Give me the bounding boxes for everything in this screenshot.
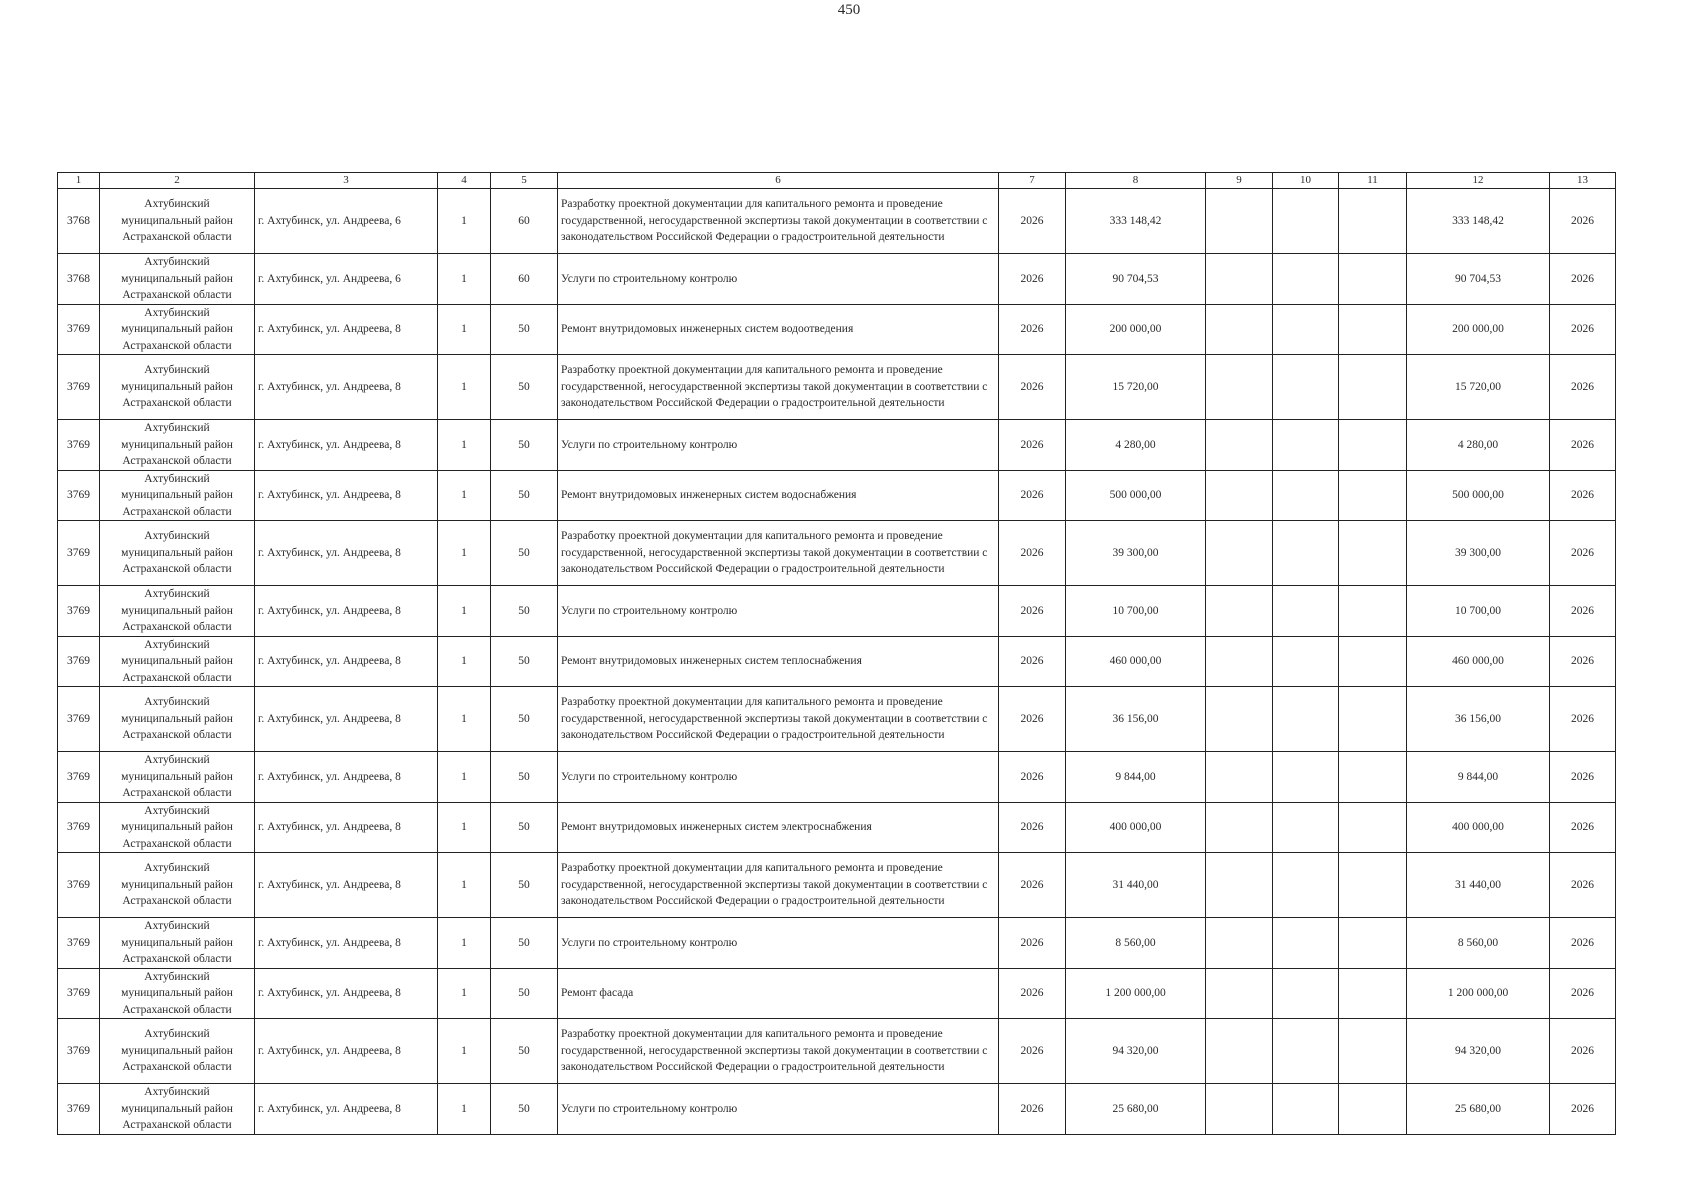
col11-cell — [1339, 470, 1407, 521]
column-header-1: 1 — [58, 173, 100, 189]
year-cell: 2026 — [999, 254, 1066, 305]
year-cell: 2026 — [999, 586, 1066, 637]
col9-cell — [1206, 802, 1273, 853]
address-cell: г. Ахтубинск, ул. Андреева, 8 — [255, 586, 438, 637]
end-year-cell: 2026 — [1550, 189, 1616, 254]
column-header-2: 2 — [100, 173, 255, 189]
row-id-cell: 3769 — [58, 687, 100, 752]
district-cell: Ахтубинский муниципальный район Астраханской области — [100, 752, 255, 803]
district-cell: Ахтубинский муниципальный район Астраханской области — [100, 355, 255, 420]
total-cell: 500 000,00 — [1407, 470, 1550, 521]
district-cell: Ахтубинский муниципальный район Астраханской области — [100, 1019, 255, 1084]
work-type-cell: Ремонт фасада — [558, 968, 999, 1019]
capital-repair-table — [57, 172, 1616, 1135]
col10-cell — [1273, 189, 1339, 254]
total-cell: 15 720,00 — [1407, 355, 1550, 420]
total-cell: 200 000,00 — [1407, 304, 1550, 355]
district-cell: Ахтубинский муниципальный район Астраханской области — [100, 687, 255, 752]
total-cell: 31 440,00 — [1407, 853, 1550, 918]
col10-cell — [1273, 636, 1339, 687]
work-type-cell: Ремонт внутридомовых инженерных систем водоснабжения — [558, 470, 999, 521]
year-cell: 2026 — [999, 802, 1066, 853]
address-cell: г. Ахтубинск, ул. Андреева, 8 — [255, 1019, 438, 1084]
row-id-cell: 3768 — [58, 254, 100, 305]
column-header-4: 4 — [438, 173, 491, 189]
address-cell: г. Ахтубинск, ул. Андреева, 6 — [255, 254, 438, 305]
col11-cell — [1339, 687, 1407, 752]
district-cell: Ахтубинский муниципальный район Астраханской области — [100, 636, 255, 687]
col9-cell — [1206, 304, 1273, 355]
address-cell: г. Ахтубинск, ул. Андреева, 8 — [255, 968, 438, 1019]
end-year-cell: 2026 — [1550, 968, 1616, 1019]
row-id-cell: 3769 — [58, 586, 100, 637]
col4-cell: 1 — [438, 1084, 491, 1135]
col4-cell: 1 — [438, 470, 491, 521]
col10-cell — [1273, 521, 1339, 586]
col9-cell — [1206, 521, 1273, 586]
col10-cell — [1273, 355, 1339, 420]
address-cell: г. Ахтубинск, ул. Андреева, 8 — [255, 918, 438, 969]
work-type-cell: Разработку проектной документации для капитального ремонта и проведение государственной, негосударственной экспертизы такой документации в соответствии с законодательством Российской Федерации о градостроительной деятельности — [558, 521, 999, 586]
work-type-cell: Услуги по строительному контролю — [558, 420, 999, 471]
district-cell: Ахтубинский муниципальный район Астраханской области — [100, 304, 255, 355]
total-cell: 39 300,00 — [1407, 521, 1550, 586]
table-row — [58, 189, 1616, 254]
address-cell: г. Ахтубинск, ул. Андреева, 8 — [255, 802, 438, 853]
district-cell: Ахтубинский муниципальный район Астраханской области — [100, 521, 255, 586]
end-year-cell: 2026 — [1550, 687, 1616, 752]
end-year-cell: 2026 — [1550, 802, 1616, 853]
col11-cell — [1339, 521, 1407, 586]
amount-cell: 8 560,00 — [1066, 918, 1206, 969]
end-year-cell: 2026 — [1550, 470, 1616, 521]
amount-cell: 9 844,00 — [1066, 752, 1206, 803]
table-row — [58, 853, 1616, 918]
col5-cell: 50 — [491, 304, 558, 355]
amount-cell: 94 320,00 — [1066, 1019, 1206, 1084]
row-id-cell: 3769 — [58, 420, 100, 471]
year-cell: 2026 — [999, 521, 1066, 586]
col11-cell — [1339, 254, 1407, 305]
col4-cell: 1 — [438, 355, 491, 420]
address-cell: г. Ахтубинск, ул. Андреева, 6 — [255, 189, 438, 254]
year-cell: 2026 — [999, 1084, 1066, 1135]
row-id-cell: 3769 — [58, 521, 100, 586]
address-cell: г. Ахтубинск, ул. Андреева, 8 — [255, 636, 438, 687]
row-id-cell: 3769 — [58, 968, 100, 1019]
col5-cell: 50 — [491, 1019, 558, 1084]
col11-cell — [1339, 1019, 1407, 1084]
col9-cell — [1206, 1084, 1273, 1135]
end-year-cell: 2026 — [1550, 752, 1616, 803]
col5-cell: 50 — [491, 687, 558, 752]
year-cell: 2026 — [999, 304, 1066, 355]
total-cell: 8 560,00 — [1407, 918, 1550, 969]
total-cell: 333 148,42 — [1407, 189, 1550, 254]
col11-cell — [1339, 752, 1407, 803]
col4-cell: 1 — [438, 918, 491, 969]
col11-cell — [1339, 586, 1407, 637]
total-cell: 94 320,00 — [1407, 1019, 1550, 1084]
col11-cell — [1339, 853, 1407, 918]
year-cell: 2026 — [999, 918, 1066, 969]
work-type-cell: Услуги по строительному контролю — [558, 1084, 999, 1135]
amount-cell: 333 148,42 — [1066, 189, 1206, 254]
table-row — [58, 586, 1616, 637]
work-type-cell: Ремонт внутридомовых инженерных систем теплоснабжения — [558, 636, 999, 687]
table-row — [58, 521, 1616, 586]
col4-cell: 1 — [438, 420, 491, 471]
year-cell: 2026 — [999, 853, 1066, 918]
table-row — [58, 355, 1616, 420]
amount-cell: 500 000,00 — [1066, 470, 1206, 521]
address-cell: г. Ахтубинск, ул. Андреева, 8 — [255, 687, 438, 752]
table-row — [58, 1019, 1616, 1084]
col5-cell: 50 — [491, 420, 558, 471]
district-cell: Ахтубинский муниципальный район Астраханской области — [100, 802, 255, 853]
table-row — [58, 420, 1616, 471]
year-cell: 2026 — [999, 189, 1066, 254]
address-cell: г. Ахтубинск, ул. Андреева, 8 — [255, 521, 438, 586]
col4-cell: 1 — [438, 304, 491, 355]
year-cell: 2026 — [999, 752, 1066, 803]
work-type-cell: Ремонт внутридомовых инженерных систем водоотведения — [558, 304, 999, 355]
end-year-cell: 2026 — [1550, 420, 1616, 471]
amount-cell: 460 000,00 — [1066, 636, 1206, 687]
row-id-cell: 3769 — [58, 304, 100, 355]
amount-cell: 400 000,00 — [1066, 802, 1206, 853]
col10-cell — [1273, 968, 1339, 1019]
col5-cell: 50 — [491, 752, 558, 803]
year-cell: 2026 — [999, 470, 1066, 521]
address-cell: г. Ахтубинск, ул. Андреева, 8 — [255, 470, 438, 521]
table-row — [58, 968, 1616, 1019]
column-header-11: 11 — [1339, 173, 1407, 189]
column-header-12: 12 — [1407, 173, 1550, 189]
col4-cell: 1 — [438, 687, 491, 752]
work-type-cell: Разработку проектной документации для капитального ремонта и проведение государственной, негосударственной экспертизы такой документации в соответствии с законодательством Российской Федерации о градостроительной деятельности — [558, 189, 999, 254]
year-cell: 2026 — [999, 1019, 1066, 1084]
work-type-cell: Услуги по строительному контролю — [558, 752, 999, 803]
col10-cell — [1273, 802, 1339, 853]
end-year-cell: 2026 — [1550, 918, 1616, 969]
col4-cell: 1 — [438, 189, 491, 254]
total-cell: 10 700,00 — [1407, 586, 1550, 637]
row-id-cell: 3768 — [58, 189, 100, 254]
col9-cell — [1206, 752, 1273, 803]
column-header-9: 9 — [1206, 173, 1273, 189]
total-cell: 36 156,00 — [1407, 687, 1550, 752]
end-year-cell: 2026 — [1550, 636, 1616, 687]
column-header-8: 8 — [1066, 173, 1206, 189]
total-cell: 90 704,53 — [1407, 254, 1550, 305]
col10-cell — [1273, 304, 1339, 355]
district-cell: Ахтубинский муниципальный район Астраханской области — [100, 254, 255, 305]
col5-cell: 50 — [491, 968, 558, 1019]
col9-cell — [1206, 687, 1273, 752]
col11-cell — [1339, 918, 1407, 969]
row-id-cell: 3769 — [58, 918, 100, 969]
table-row — [58, 1084, 1616, 1135]
total-cell: 460 000,00 — [1407, 636, 1550, 687]
col9-cell — [1206, 968, 1273, 1019]
col11-cell — [1339, 968, 1407, 1019]
col5-cell: 50 — [491, 470, 558, 521]
amount-cell: 10 700,00 — [1066, 586, 1206, 637]
col9-cell — [1206, 189, 1273, 254]
table-row — [58, 636, 1616, 687]
end-year-cell: 2026 — [1550, 586, 1616, 637]
col11-cell — [1339, 802, 1407, 853]
col11-cell — [1339, 189, 1407, 254]
district-cell: Ахтубинский муниципальный район Астраханской области — [100, 1084, 255, 1135]
total-cell: 25 680,00 — [1407, 1084, 1550, 1135]
col10-cell — [1273, 1084, 1339, 1135]
district-cell: Ахтубинский муниципальный район Астраханской области — [100, 586, 255, 637]
col10-cell — [1273, 853, 1339, 918]
col9-cell — [1206, 355, 1273, 420]
col5-cell: 50 — [491, 802, 558, 853]
table-body — [58, 189, 1616, 1135]
total-cell: 4 280,00 — [1407, 420, 1550, 471]
col11-cell — [1339, 636, 1407, 687]
table-row — [58, 918, 1616, 969]
col5-cell: 50 — [491, 586, 558, 637]
table-row — [58, 470, 1616, 521]
col4-cell: 1 — [438, 752, 491, 803]
col5-cell: 50 — [491, 521, 558, 586]
district-cell: Ахтубинский муниципальный район Астраханской области — [100, 470, 255, 521]
col9-cell — [1206, 853, 1273, 918]
col9-cell — [1206, 586, 1273, 637]
work-type-cell: Услуги по строительному контролю — [558, 918, 999, 969]
district-cell: Ахтубинский муниципальный район Астраханской области — [100, 853, 255, 918]
total-cell: 9 844,00 — [1407, 752, 1550, 803]
amount-cell: 15 720,00 — [1066, 355, 1206, 420]
col9-cell — [1206, 636, 1273, 687]
column-header-5: 5 — [491, 173, 558, 189]
work-type-cell: Разработку проектной документации для капитального ремонта и проведение государственной, негосударственной экспертизы такой документации в соответствии с законодательством Российской Федерации о градостроительной деятельности — [558, 687, 999, 752]
end-year-cell: 2026 — [1550, 304, 1616, 355]
work-type-cell: Услуги по строительному контролю — [558, 254, 999, 305]
col5-cell: 50 — [491, 355, 558, 420]
address-cell: г. Ахтубинск, ул. Андреева, 8 — [255, 752, 438, 803]
col10-cell — [1273, 918, 1339, 969]
end-year-cell: 2026 — [1550, 1084, 1616, 1135]
amount-cell: 4 280,00 — [1066, 420, 1206, 471]
col9-cell — [1206, 470, 1273, 521]
col5-cell: 50 — [491, 853, 558, 918]
col5-cell: 50 — [491, 918, 558, 969]
end-year-cell: 2026 — [1550, 1019, 1616, 1084]
col10-cell — [1273, 1019, 1339, 1084]
district-cell: Ахтубинский муниципальный район Астраханской области — [100, 189, 255, 254]
column-header-10: 10 — [1273, 173, 1339, 189]
col10-cell — [1273, 470, 1339, 521]
year-cell: 2026 — [999, 687, 1066, 752]
col9-cell — [1206, 1019, 1273, 1084]
col4-cell: 1 — [438, 636, 491, 687]
row-id-cell: 3769 — [58, 802, 100, 853]
col10-cell — [1273, 752, 1339, 803]
page-number: 450 — [837, 2, 861, 18]
col10-cell — [1273, 420, 1339, 471]
district-cell: Ахтубинский муниципальный район Астраханской области — [100, 918, 255, 969]
col4-cell: 1 — [438, 586, 491, 637]
address-cell: г. Ахтубинск, ул. Андреева, 8 — [255, 355, 438, 420]
col9-cell — [1206, 918, 1273, 969]
col5-cell: 60 — [491, 189, 558, 254]
column-header-7: 7 — [999, 173, 1066, 189]
address-cell: г. Ахтубинск, ул. Андреева, 8 — [255, 1084, 438, 1135]
col9-cell — [1206, 254, 1273, 305]
amount-cell: 39 300,00 — [1066, 521, 1206, 586]
row-id-cell: 3769 — [58, 470, 100, 521]
row-id-cell: 3769 — [58, 752, 100, 803]
column-header-13: 13 — [1550, 173, 1616, 189]
table-row — [58, 752, 1616, 803]
district-cell: Ахтубинский муниципальный район Астраханской области — [100, 420, 255, 471]
table-row — [58, 304, 1616, 355]
col11-cell — [1339, 1084, 1407, 1135]
row-id-cell: 3769 — [58, 355, 100, 420]
row-id-cell: 3769 — [58, 636, 100, 687]
table-row — [58, 254, 1616, 305]
column-header-3: 3 — [255, 173, 438, 189]
work-type-cell: Разработку проектной документации для капитального ремонта и проведение государственной, негосударственной экспертизы такой документации в соответствии с законодательством Российской Федерации о градостроительной деятельности — [558, 355, 999, 420]
col4-cell: 1 — [438, 802, 491, 853]
year-cell: 2026 — [999, 420, 1066, 471]
amount-cell: 90 704,53 — [1066, 254, 1206, 305]
col10-cell — [1273, 586, 1339, 637]
end-year-cell: 2026 — [1550, 355, 1616, 420]
col11-cell — [1339, 355, 1407, 420]
col4-cell: 1 — [438, 254, 491, 305]
work-type-cell: Разработку проектной документации для капитального ремонта и проведение государственной, негосударственной экспертизы такой документации в соответствии с законодательством Российской Федерации о градостроительной деятельности — [558, 1019, 999, 1084]
address-cell: г. Ахтубинск, ул. Андреева, 8 — [255, 304, 438, 355]
amount-cell: 31 440,00 — [1066, 853, 1206, 918]
year-cell: 2026 — [999, 636, 1066, 687]
col4-cell: 1 — [438, 521, 491, 586]
table-row — [58, 687, 1616, 752]
address-cell: г. Ахтубинск, ул. Андреева, 8 — [255, 853, 438, 918]
work-type-cell: Ремонт внутридомовых инженерных систем электроснабжения — [558, 802, 999, 853]
address-cell: г. Ахтубинск, ул. Андреева, 8 — [255, 420, 438, 471]
end-year-cell: 2026 — [1550, 254, 1616, 305]
work-type-cell: Разработку проектной документации для капитального ремонта и проведение государственной, негосударственной экспертизы такой документации в соответствии с законодательством Российской Федерации о градостроительной деятельности — [558, 853, 999, 918]
col11-cell — [1339, 304, 1407, 355]
district-cell: Ахтубинский муниципальный район Астраханской области — [100, 968, 255, 1019]
col10-cell — [1273, 687, 1339, 752]
column-header-6: 6 — [558, 173, 999, 189]
total-cell: 400 000,00 — [1407, 802, 1550, 853]
col10-cell — [1273, 254, 1339, 305]
table-row — [58, 802, 1616, 853]
amount-cell: 36 156,00 — [1066, 687, 1206, 752]
col5-cell: 50 — [491, 636, 558, 687]
amount-cell: 25 680,00 — [1066, 1084, 1206, 1135]
col4-cell: 1 — [438, 1019, 491, 1084]
col11-cell — [1339, 420, 1407, 471]
year-cell: 2026 — [999, 968, 1066, 1019]
col9-cell — [1206, 420, 1273, 471]
amount-cell: 1 200 000,00 — [1066, 968, 1206, 1019]
col5-cell: 50 — [491, 1084, 558, 1135]
work-type-cell: Услуги по строительному контролю — [558, 586, 999, 637]
col4-cell: 1 — [438, 968, 491, 1019]
end-year-cell: 2026 — [1550, 853, 1616, 918]
col4-cell: 1 — [438, 853, 491, 918]
amount-cell: 200 000,00 — [1066, 304, 1206, 355]
year-cell: 2026 — [999, 355, 1066, 420]
row-id-cell: 3769 — [58, 1019, 100, 1084]
row-id-cell: 3769 — [58, 853, 100, 918]
total-cell: 1 200 000,00 — [1407, 968, 1550, 1019]
end-year-cell: 2026 — [1550, 521, 1616, 586]
row-id-cell: 3769 — [58, 1084, 100, 1135]
col5-cell: 60 — [491, 254, 558, 305]
column-number-row — [58, 173, 1616, 189]
